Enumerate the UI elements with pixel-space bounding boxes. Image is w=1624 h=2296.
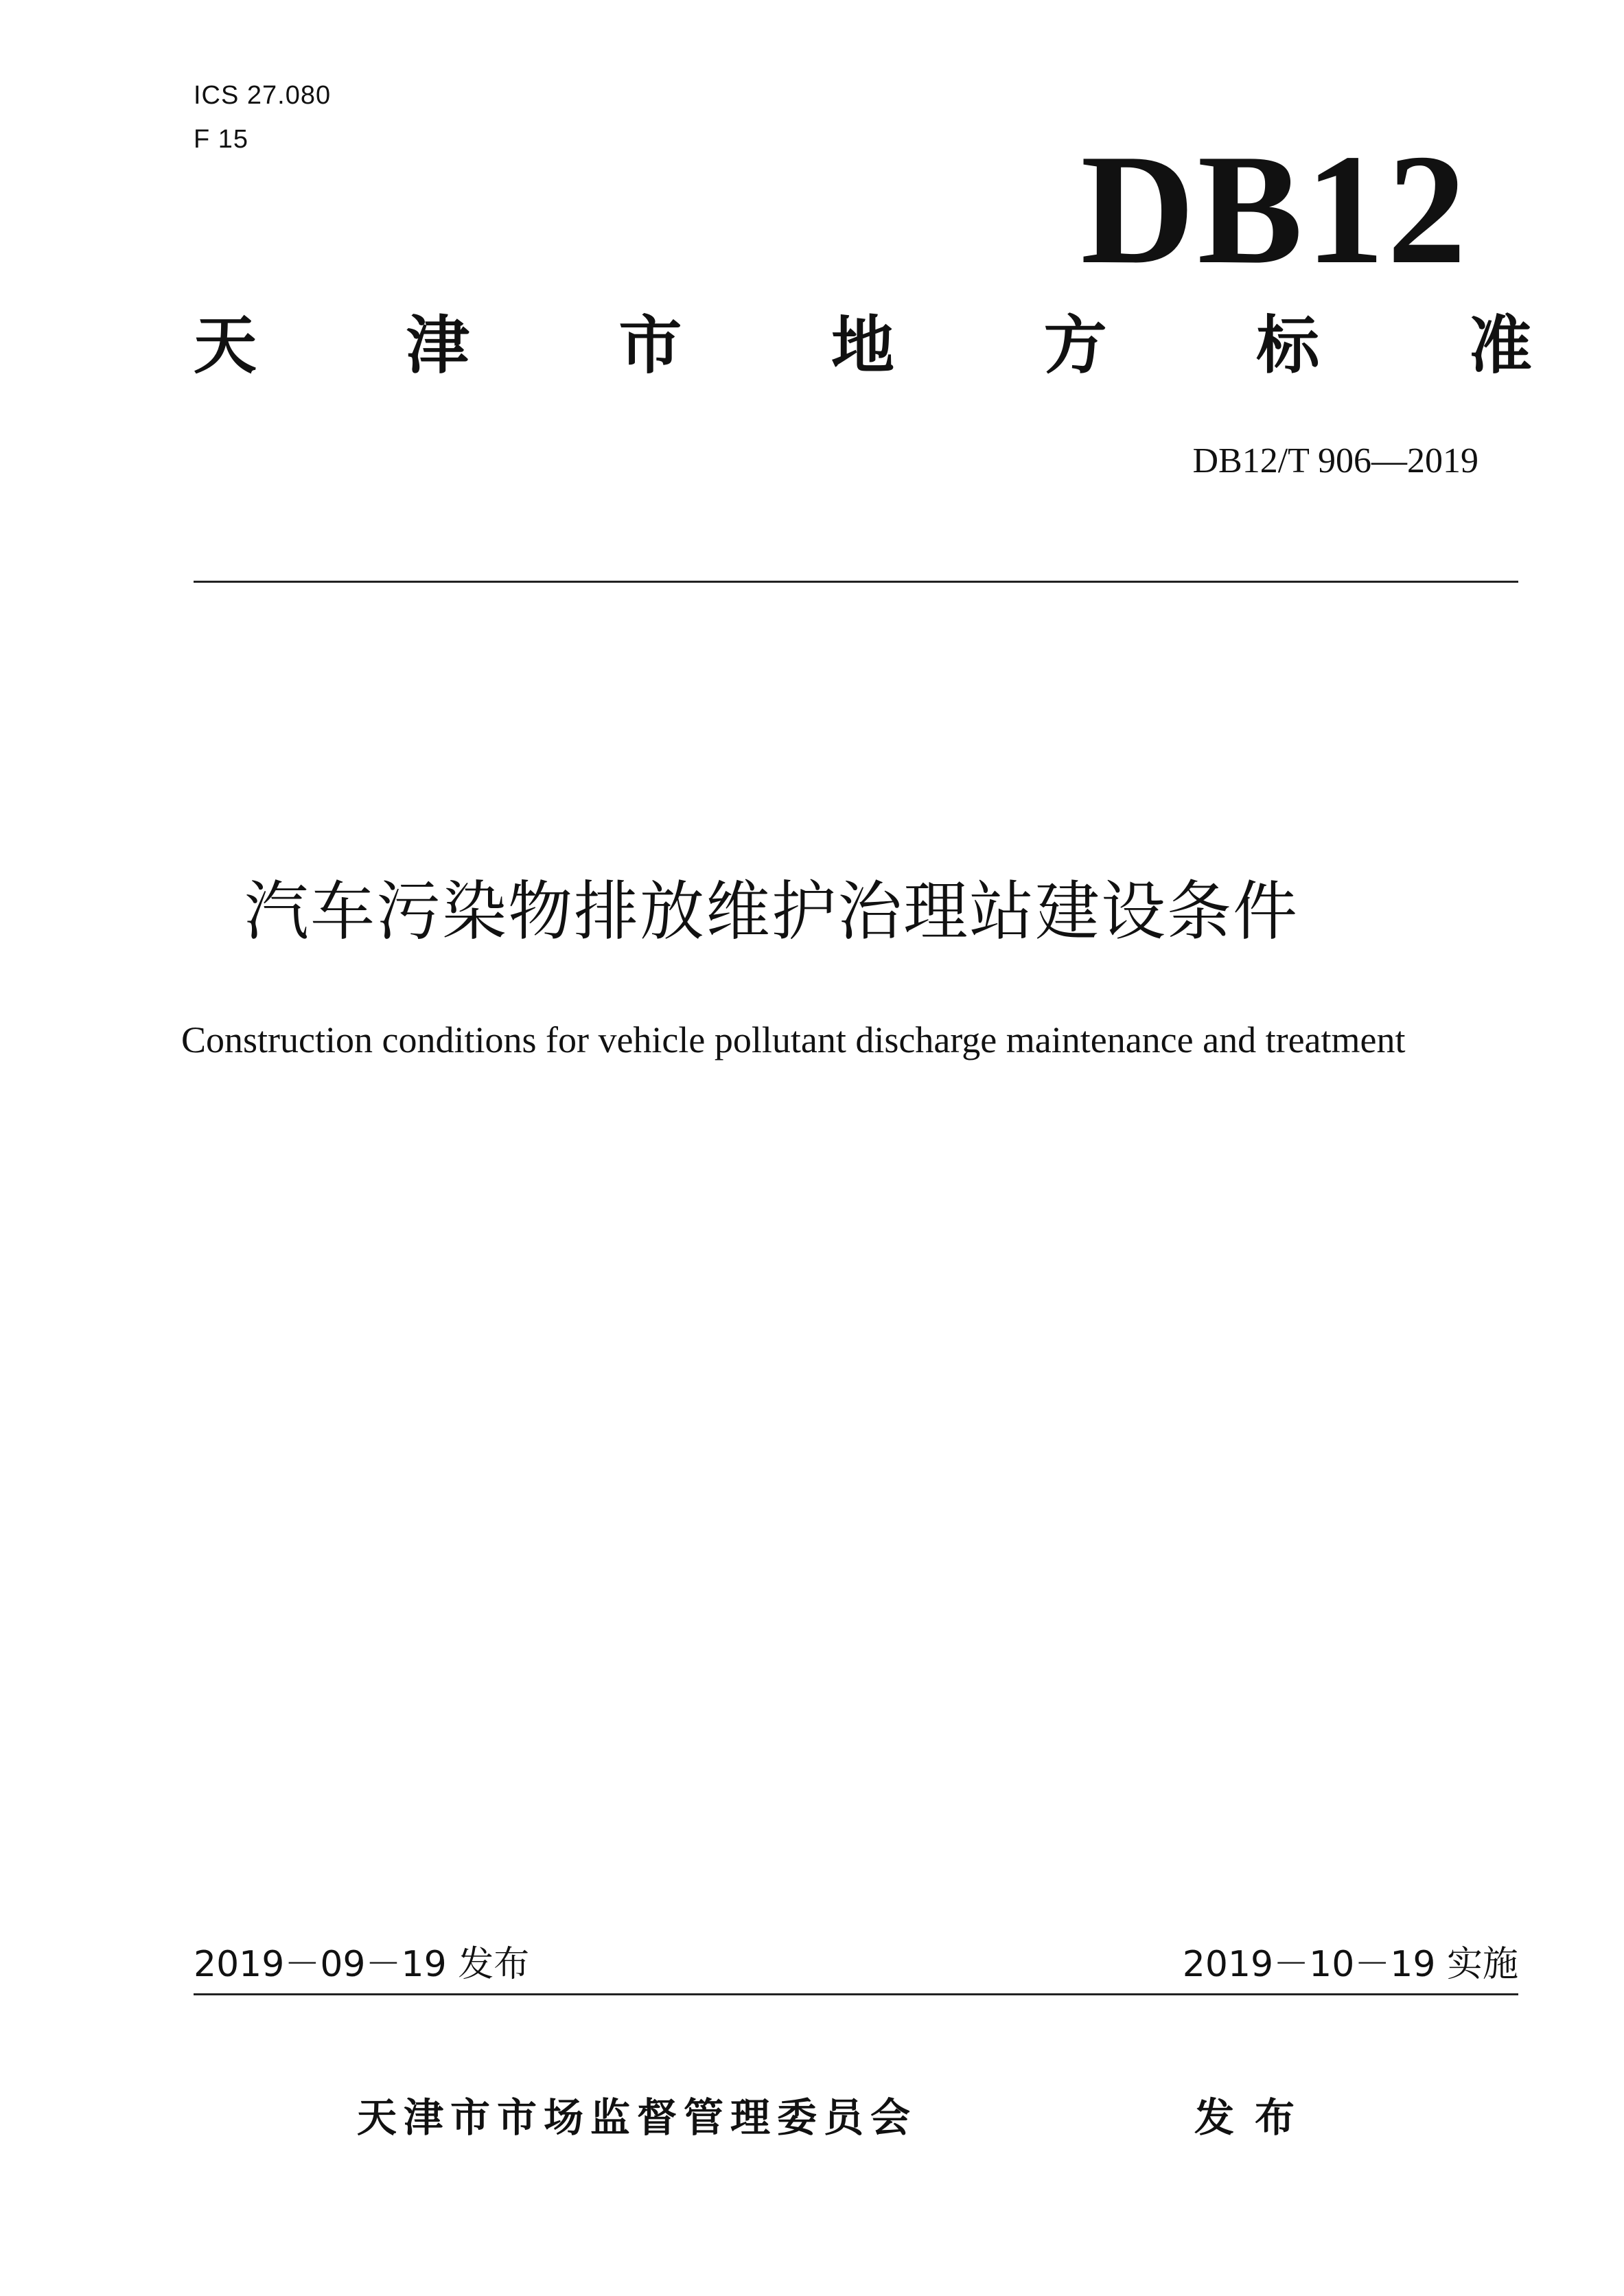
standard-type-char: 天 [194, 309, 257, 382]
standard-type-char: 地 [831, 309, 894, 382]
standard-type-char: 市 [618, 309, 682, 382]
standard-type-char: 准 [1468, 309, 1532, 382]
standard-type-char: 方 [1043, 309, 1107, 382]
bottom-divider [194, 1993, 1518, 1995]
standard-number: DB12/T 906—2019 [1192, 441, 1478, 480]
implementation-date: 2019－10－19 实施 [1182, 1944, 1518, 1985]
ics-code: ICS 27.080 [194, 81, 332, 110]
standard-type-heading [194, 309, 1532, 382]
document-title-chinese: 汽车污染物排放维护治理站建设条件 [244, 874, 1299, 949]
top-divider [194, 581, 1518, 583]
standard-type-char: 津 [406, 309, 469, 382]
issue-date: 2019－09－19 发布 [194, 1944, 530, 1985]
document-title-english: Construction conditions for vehicle pollutant discharge maintenance and treatment [181, 1019, 1406, 1060]
ccs-code: F 15 [194, 125, 249, 154]
publisher-name: 天津市市场监督管理委员会 [357, 2094, 918, 2141]
standard-type-char: 标 [1256, 309, 1320, 382]
standard-logo: DB12 [1080, 121, 1469, 297]
publish-label: 发布 [1194, 2094, 1316, 2141]
